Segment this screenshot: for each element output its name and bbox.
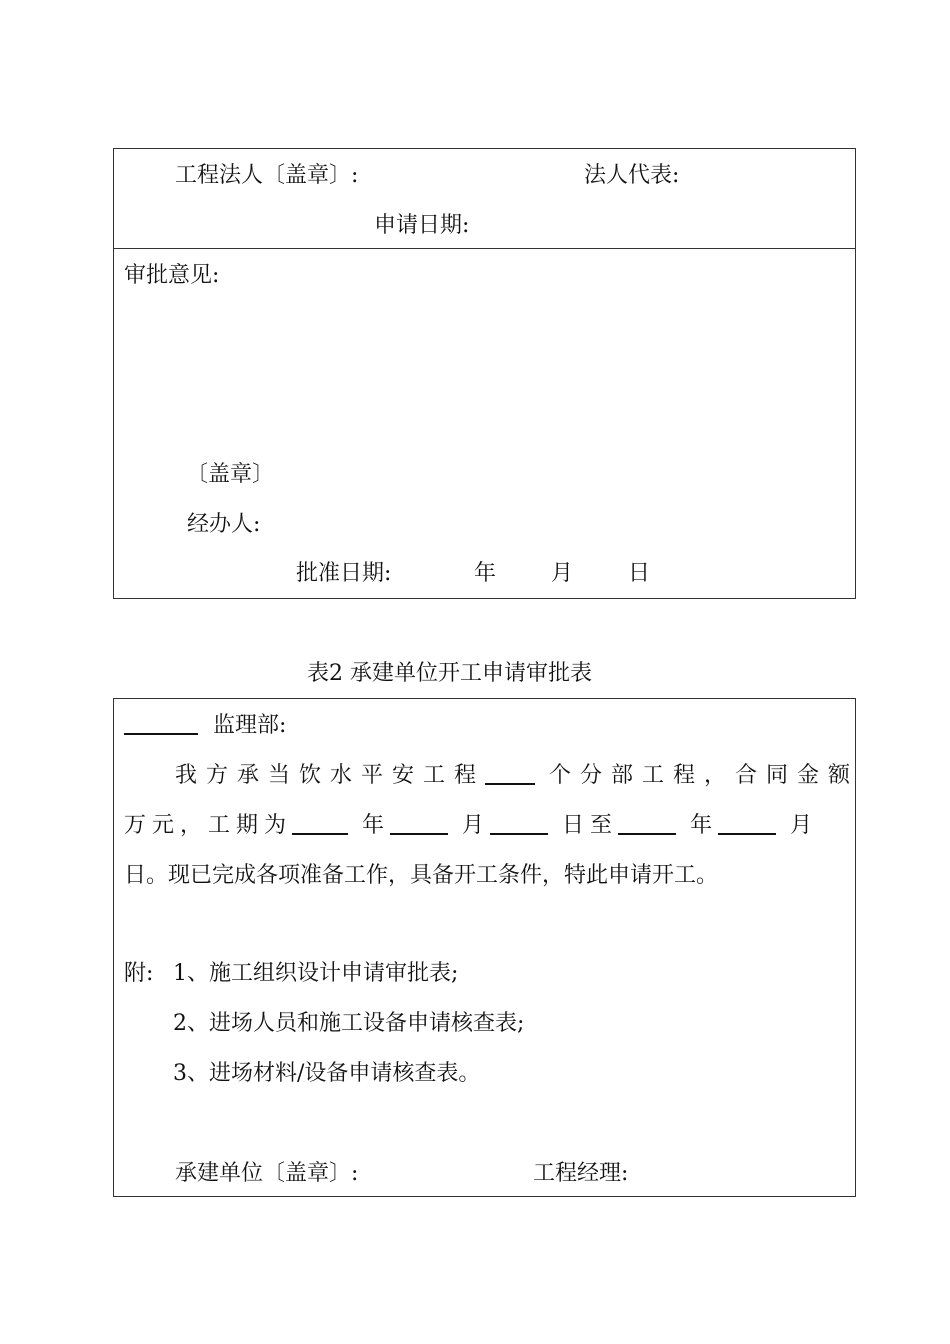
- application-date-label: 申请日期:: [374, 213, 470, 238]
- legal-entity-seal-label: 工程法人〔盖章〕:: [175, 163, 359, 188]
- attachment-item-2: 2、进场人员和施工设备申请核查表;: [173, 1011, 525, 1036]
- table-2-title: 表2 承建单位开工申请审批表: [307, 661, 592, 686]
- approval-date-label: 批准日期:: [296, 561, 392, 586]
- seal-label: 〔盖章〕: [186, 462, 275, 487]
- end-year-label: 年: [690, 813, 719, 838]
- subsection-count-blank[interactable]: [485, 782, 535, 785]
- request-paragraph-line-3: 日。现已完成各项准备工作，具备开工条件，特此申请开工。: [124, 863, 719, 888]
- end-year-blank[interactable]: [618, 832, 676, 835]
- request-paragraph-line-2: [124, 815, 818, 837]
- project-manager-label: 工程经理:: [533, 1161, 629, 1186]
- start-month-label: 月: [462, 813, 491, 838]
- approval-month-label: 月: [551, 561, 574, 586]
- duration-text: 万元，工期为: [124, 813, 293, 838]
- approval-opinion-label: 审批意见:: [124, 263, 220, 288]
- approval-year-label: 年: [474, 561, 497, 586]
- supervision-label: 监理部:: [213, 713, 287, 738]
- handler-label: 经办人:: [187, 512, 261, 537]
- start-year-blank[interactable]: [292, 832, 348, 835]
- project-text: 我方承当饮水平安工程: [175, 763, 486, 788]
- attachment-item-1: 1、施工组织设计申请审批表;: [173, 961, 459, 986]
- contractor-seal-label: 承建单位〔盖章〕:: [175, 1161, 359, 1186]
- legal-representative-label: 法人代表:: [584, 163, 680, 188]
- supervision-name-blank[interactable]: [124, 732, 198, 735]
- start-year-label: 年: [362, 813, 391, 838]
- start-day-to-label: 日至: [562, 813, 619, 838]
- start-month-blank[interactable]: [390, 832, 448, 835]
- table-1-divider: [113, 248, 856, 249]
- attachment-prefix: 附:: [124, 961, 154, 986]
- end-month-blank[interactable]: [718, 832, 776, 835]
- start-day-blank[interactable]: [490, 832, 548, 835]
- end-month-label: 月: [790, 813, 819, 838]
- approval-day-label: 日: [628, 561, 651, 586]
- attachment-item-3: 3、进场材料/设备申请核查表。: [173, 1061, 481, 1086]
- supervision-line: [124, 715, 286, 737]
- contract-amount-text: 个分部工程，合同金额: [549, 763, 860, 788]
- request-paragraph-line-1: [175, 765, 859, 787]
